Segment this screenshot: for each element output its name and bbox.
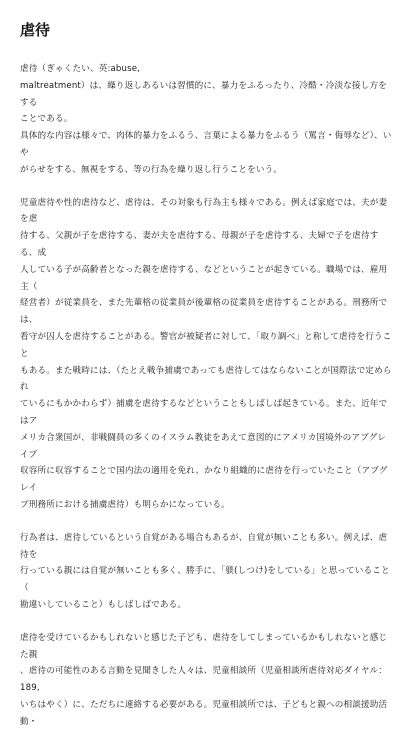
paragraph-awareness [20,530,392,614]
text-line: がらせをする、無視をする、等の行為を繰り返し行うことをいう。 [20,164,283,175]
text-line: 待する、父親が子を虐待する、妻が夫を虐待する、母親が子を虐待する、夫婦で子を虐待する、成 [20,231,379,258]
page-title: 虐待 [20,21,51,39]
text-line: 行為者は、虐待しているという自覚がある場合もあるが、自覚が無いことも多い。例えば、虐待を [20,532,388,560]
text-line: 、虐待の可能性のある言動を見聞きした人々は、児童相談所（児童相談所虐待対応ダイヤル：189, [20,666,387,694]
text-line: 児童虐待や性的虐待など、虐待は、その対象も行為主も様々である。例えば家庭では、夫が妻を虐 [20,197,388,225]
text-line: メリカ合衆国が、非戦闘員の多くのイスラム教徒をあえて意図的にアメリカ国境外のアブグレイブ [20,432,387,460]
text-line: 行っている親には自覚が無いことも多く、勝手に、「躾(しつけ)をしている」と思っていること（ [20,566,390,594]
text-line: 経営者）が従業員を、また先輩格の従業員が後輩格の従業員を虐待することがある。刑務所では、 [20,298,388,326]
text-line: 勘違いしていること）もしばしばである。 [20,599,187,610]
text-line: maltreatment）は、繰り返しあるいは習慣的に、暴力をふるったり、冷酷・冷淡な接し方をする [20,80,387,108]
paragraph-examples [20,195,392,514]
text-line: 収容所に収容することで国内法の適用を免れ、かなり組織的に虐待を行っていたこと（アブグレイ [20,466,388,494]
text-line: 人している子が高齢者となった親を虐待する、などということが起きている。職場では、雇用主（ [20,264,388,292]
text-line: いちはやく）に、ただちに連絡する必要がある。児童相談所では、子どもと親への相談援助活動・ [20,699,388,727]
text-line: 具体的な内容は様々で、肉体的暴力をふるう、言葉による暴力をふるう（罵言・侮辱など）、いや [20,131,392,158]
text-line: 看守が囚人を虐待することがある。警官が被疑者に対して、「取り調べ」と称して虐待を行うこと [20,331,392,359]
text-line: 虐待を受けているかもしれないと感じた子ども、虐待をしてしまっているかもしれないと感じた親 [20,632,388,660]
text-line: ブ刑務所における捕虜虐待）も明らかになっている。 [20,499,230,510]
text-line: ているにもかかわらず）捕虜を虐待するなどということもしばしば起きている。また、近年ではア [20,399,388,426]
text-line: ことである。 [20,114,73,125]
text-line: もある。また戦時には、（たとえ戦争捕虜であっても虐待してはならないことが国際法で定められ [20,365,392,393]
paragraph-reporting [20,630,392,730]
text-line: 虐待（ぎゃくたい、英:abuse, [20,64,141,74]
paragraph-definition [20,61,392,179]
